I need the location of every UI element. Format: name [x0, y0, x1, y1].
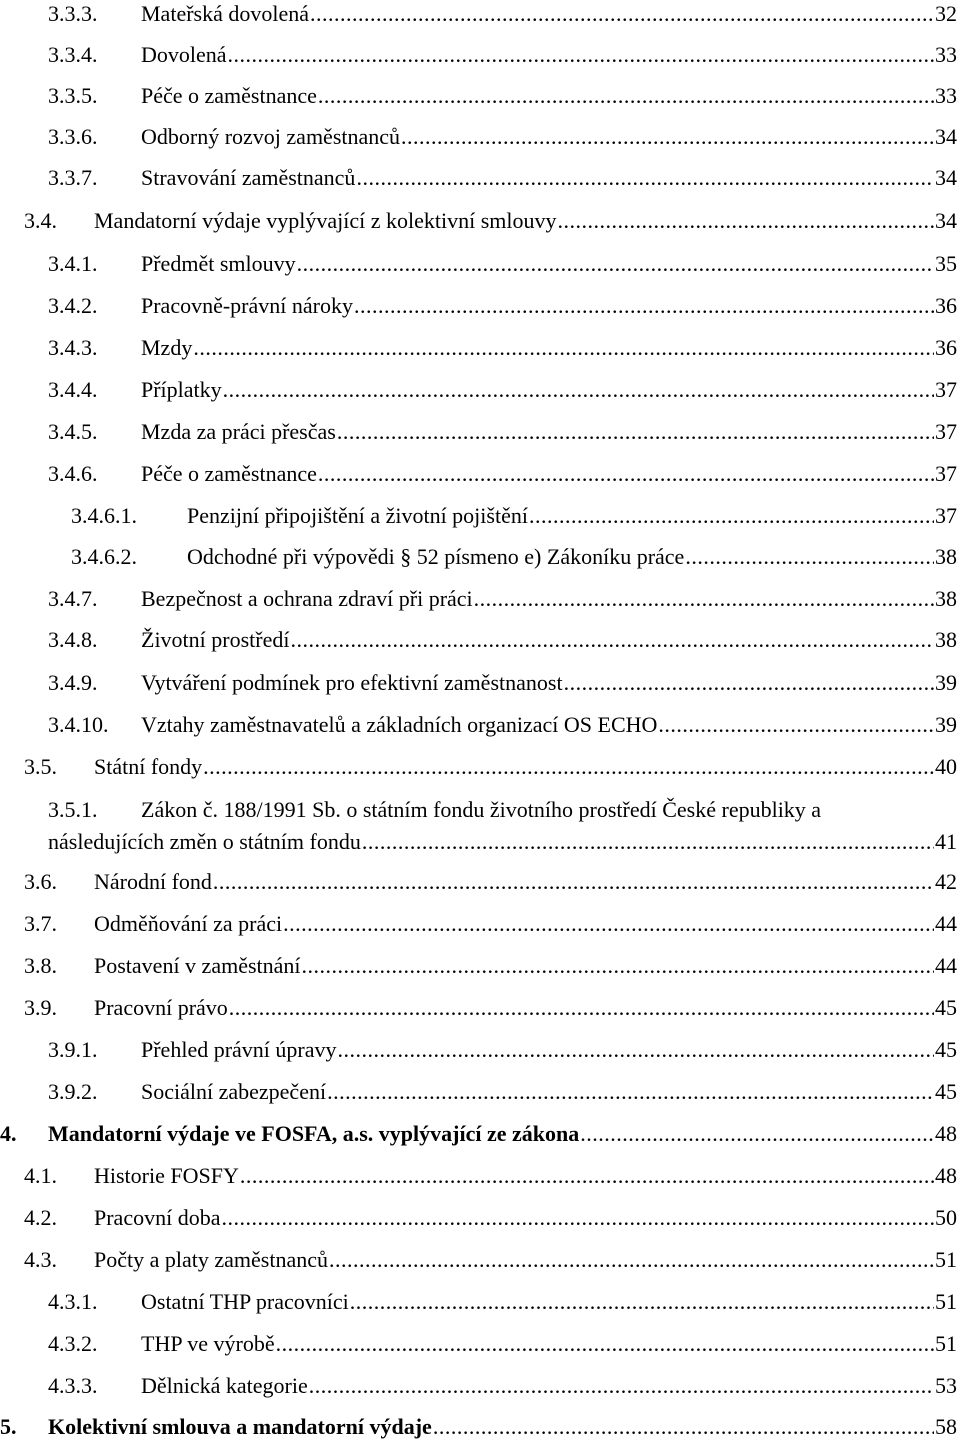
toc-leader-dots: [356, 164, 934, 192]
toc-entry-number: 3.4.9.: [48, 670, 98, 695]
toc-entry-page: 58: [935, 1414, 957, 1439]
toc-leader-dots: [318, 460, 934, 488]
toc-entry-number: 5.: [0, 1414, 17, 1439]
toc-entry-number: 4.2.: [24, 1205, 57, 1230]
toc-entry[interactable]: [71, 502, 957, 530]
toc-entry-title: Pracovně-právní nároky: [141, 293, 353, 318]
toc-leader-dots: [228, 41, 934, 69]
toc-entry[interactable]: [71, 543, 957, 571]
toc-entry-number: 3.9.: [24, 995, 57, 1020]
toc-entry-page: 38: [935, 544, 957, 569]
toc-entry-page: 51: [935, 1247, 957, 1272]
toc-entry-title: THP ve výrobě: [141, 1331, 275, 1356]
toc-leader-dots: [401, 123, 934, 151]
toc-entry[interactable]: [48, 711, 957, 739]
toc-entry-title: Péče o zaměstnance: [141, 83, 317, 108]
toc-entry-number: 3.7.: [24, 911, 57, 936]
toc-entry-title: Mandatorní výdaje vyplývající z kolektivní smlouvy: [94, 208, 557, 233]
toc-entry-page: 39: [935, 670, 957, 695]
toc-entry-title: Národní fond: [94, 869, 212, 894]
toc-entry[interactable]: [48, 1036, 957, 1064]
toc-entry[interactable]: [48, 795, 957, 855]
toc-leader-dots: [213, 868, 934, 896]
toc-leader-dots: [240, 1162, 934, 1190]
toc-entry-title: Kolektivní smlouva a mandatorní výdaje: [48, 1414, 432, 1439]
toc-entry-number: 3.4.6.: [48, 461, 98, 486]
toc-entry[interactable]: [48, 334, 957, 362]
toc-leader-dots: [529, 502, 934, 530]
toc-entry-page: 35: [935, 251, 957, 276]
toc-entry-chapter[interactable]: [0, 1120, 957, 1148]
toc-entry[interactable]: [24, 994, 957, 1022]
toc-entry[interactable]: [48, 669, 957, 697]
toc-leader-dots: [318, 82, 934, 110]
toc-leader-dots: [362, 827, 934, 857]
toc-entry-page: 33: [935, 42, 957, 67]
toc-leader-dots: [338, 1036, 935, 1064]
toc-leader-dots: [658, 711, 934, 739]
toc-leader-dots: [276, 1330, 934, 1358]
toc-entry-page: 38: [935, 586, 957, 611]
toc-leader-dots: [221, 1204, 934, 1232]
toc-entry-title: Ostatní THP pracovníci: [141, 1289, 349, 1314]
toc-entry[interactable]: [24, 952, 957, 980]
toc-entry-number: 4.1.: [24, 1163, 57, 1188]
toc-leader-dots: [474, 585, 934, 613]
toc-entry-number: 3.4.5.: [48, 419, 98, 444]
toc-entry[interactable]: [48, 376, 957, 404]
toc-entry-number: 3.4.2.: [48, 293, 98, 318]
toc-leader-dots: [309, 1372, 934, 1400]
toc-entry-title: Dovolená: [141, 42, 227, 67]
toc-leader-dots: [350, 1288, 934, 1316]
toc-entry-page: 41: [935, 829, 957, 854]
toc-entry-page: 45: [935, 995, 957, 1020]
toc-entry-page: 44: [935, 953, 957, 978]
toc-entry-number: 3.9.2.: [48, 1079, 98, 1104]
toc-entry-number: 3.9.1.: [48, 1037, 98, 1062]
toc-entry-number: 3.3.7.: [48, 165, 98, 190]
toc-entry[interactable]: [24, 207, 957, 235]
toc-entry[interactable]: [24, 1204, 957, 1232]
toc-entry-title: Státní fondy: [94, 754, 203, 779]
toc-entry-title: Mandatorní výdaje ve FOSFA, a.s. vyplývající ze zákona: [48, 1121, 580, 1146]
toc-entry-page: 37: [935, 503, 957, 528]
toc-entry-page: 37: [935, 461, 957, 486]
toc-entry-number: 4.3.3.: [48, 1373, 98, 1398]
toc-leader-dots: [580, 1120, 934, 1148]
toc-entry-page: 51: [935, 1331, 957, 1356]
toc-entry[interactable]: [48, 250, 957, 278]
toc-leader-dots: [354, 292, 934, 320]
toc-entry-title: Penzijní připojištění a životní pojištění: [187, 503, 528, 528]
toc-entry-title: Mateřská dovolená: [141, 1, 309, 26]
toc-entry-title: Přehled právní úpravy: [141, 1037, 337, 1062]
toc-entry-title-line-1: Zákon č. 188/1991 Sb. o státním fondu životního prostředí České republiky a: [141, 797, 822, 822]
toc-entry-number: 4.3.2.: [48, 1331, 98, 1356]
toc-leader-dots: [564, 669, 934, 697]
toc-entry[interactable]: [48, 1330, 957, 1358]
toc-entry-number: 3.4.: [24, 208, 57, 233]
toc-entry[interactable]: [48, 460, 957, 488]
toc-entry[interactable]: [48, 1288, 957, 1316]
toc-entry-number: 3.4.6.2.: [71, 544, 137, 569]
toc-entry-number: 4.: [0, 1121, 17, 1146]
toc-entry-page: 37: [935, 377, 957, 402]
toc-entry-title: Odborný rozvoj zaměstnanců: [141, 124, 401, 149]
toc-entry-page: 34: [935, 165, 957, 190]
toc-entry-number: 3.4.10.: [48, 712, 109, 737]
toc-entry[interactable]: [48, 292, 957, 320]
toc-entry-title: Péče o zaměstnance: [141, 461, 317, 486]
toc-leader-dots: [290, 626, 934, 654]
toc-entry[interactable]: [48, 626, 957, 654]
toc-entry-page: 50: [935, 1205, 957, 1230]
toc-entry[interactable]: [24, 753, 957, 781]
toc-entry-title: Historie FOSFY: [94, 1163, 239, 1188]
toc-entry-number: 4.3.: [24, 1247, 57, 1272]
toc-entry-title: Odměňování za práci: [94, 911, 283, 936]
toc-entry[interactable]: [48, 41, 957, 69]
toc-leader-dots: [297, 250, 934, 278]
toc-entry-number: 3.6.: [24, 869, 57, 894]
toc-entry-number: 3.5.: [24, 754, 57, 779]
toc-entry[interactable]: [48, 1372, 957, 1400]
toc-entry-number: 3.5.1.: [48, 797, 98, 822]
toc-entry-page: 34: [935, 124, 957, 149]
toc-leader-dots: [327, 1078, 934, 1106]
toc-entry[interactable]: [48, 164, 957, 192]
toc-leader-dots: [685, 543, 934, 571]
toc-entry-title: Odchodné při výpovědi § 52 písmeno e) Zákoníku práce: [187, 544, 685, 569]
toc-entry[interactable]: [48, 585, 957, 613]
toc-entry-page: 33: [935, 83, 957, 108]
toc-entry-number: 3.8.: [24, 953, 57, 978]
toc-leader-dots: [558, 207, 934, 235]
toc-entry[interactable]: [48, 123, 957, 151]
toc-entry-number: 3.4.4.: [48, 377, 98, 402]
toc-entry-title-line-2: následujících změn o státním fondu: [48, 829, 361, 854]
toc-entry[interactable]: [48, 82, 957, 110]
toc-leader-dots: [302, 952, 934, 980]
toc-entry-page: 42: [935, 869, 957, 894]
toc-entry-title: Vytváření podmínek pro efektivní zaměstnanost: [141, 670, 563, 695]
toc-entry-number: 3.4.7.: [48, 586, 98, 611]
toc-entry-page: 36: [935, 293, 957, 318]
toc-entry-number: 3.3.3.: [48, 1, 98, 26]
toc-entry-title: Pracovní právo: [94, 995, 228, 1020]
toc-leader-dots: [337, 418, 934, 446]
toc-entry-title: Sociální zabezpečení: [141, 1079, 327, 1104]
toc-entry-page: 40: [935, 754, 957, 779]
toc-entry-title: Pracovní doba: [94, 1205, 221, 1230]
toc-entry[interactable]: [24, 868, 957, 896]
toc-entry-number: 3.4.1.: [48, 251, 98, 276]
toc-entry-page: 48: [935, 1121, 957, 1146]
toc-entry-page: 37: [935, 419, 957, 444]
toc-leader-dots: [203, 753, 934, 781]
toc-entry-page: 45: [935, 1079, 957, 1104]
toc-leader-dots: [433, 1413, 934, 1441]
toc-leader-dots: [310, 0, 934, 28]
toc-entry-title: Mzdy: [141, 335, 193, 360]
toc-entry-page: 51: [935, 1289, 957, 1314]
toc-entry-title: Předmět smlouvy: [141, 251, 296, 276]
toc-entry[interactable]: [48, 1078, 957, 1106]
toc-entry-number: 3.3.6.: [48, 124, 98, 149]
toc-entry-title: Mzda za práci přesčas: [141, 419, 336, 444]
toc-entry-page: 32: [935, 1, 957, 26]
toc-entry-title: Životní prostředí: [141, 627, 290, 652]
toc-entry-title: Vztahy zaměstnavatelů a základních organizací OS ECHO: [141, 712, 658, 737]
toc-entry-title: Dělnická kategorie: [141, 1373, 308, 1398]
toc-entry-page: 48: [935, 1163, 957, 1188]
toc-entry-title: Stravování zaměstnanců: [141, 165, 356, 190]
toc-leader-dots: [223, 376, 934, 404]
toc-entry-page: 34: [935, 208, 957, 233]
toc-entry-page: 36: [935, 335, 957, 360]
toc-entry[interactable]: [48, 0, 957, 28]
toc-leader-dots: [329, 1246, 934, 1274]
toc-entry-title: Příplatky: [141, 377, 222, 402]
toc-entry-number: 4.3.1.: [48, 1289, 98, 1314]
toc-entry-title: Postavení v zaměstnání: [94, 953, 301, 978]
toc-entry-line-1: [48, 795, 957, 825]
toc-entry-page: 39: [935, 712, 957, 737]
toc-entry-title: Bezpečnost a ochrana zdraví při práci: [141, 586, 473, 611]
toc-entry-page: 44: [935, 911, 957, 936]
toc-entry-page: 38: [935, 627, 957, 652]
toc-entry[interactable]: [24, 1246, 957, 1274]
toc-entry-number: 3.3.5.: [48, 83, 98, 108]
toc-entry-number: 3.4.6.1.: [71, 503, 137, 528]
toc-entry-number: 3.4.8.: [48, 627, 98, 652]
toc-leader-dots: [283, 910, 934, 938]
toc-entry-page: 45: [935, 1037, 957, 1062]
toc-entry-number: 3.4.3.: [48, 335, 98, 360]
toc-entry-number: 3.3.4.: [48, 42, 98, 67]
toc-entry-line-2: [48, 827, 957, 857]
toc-entry-chapter[interactable]: [0, 1413, 957, 1441]
toc-entry[interactable]: [48, 418, 957, 446]
toc-entry-page: 53: [935, 1373, 957, 1398]
toc-leader-dots: [193, 334, 934, 362]
toc-entry[interactable]: [24, 1162, 957, 1190]
toc-entry[interactable]: [24, 910, 957, 938]
toc-leader-dots: [229, 994, 934, 1022]
toc-entry-title: Počty a platy zaměstnanců: [94, 1247, 328, 1272]
